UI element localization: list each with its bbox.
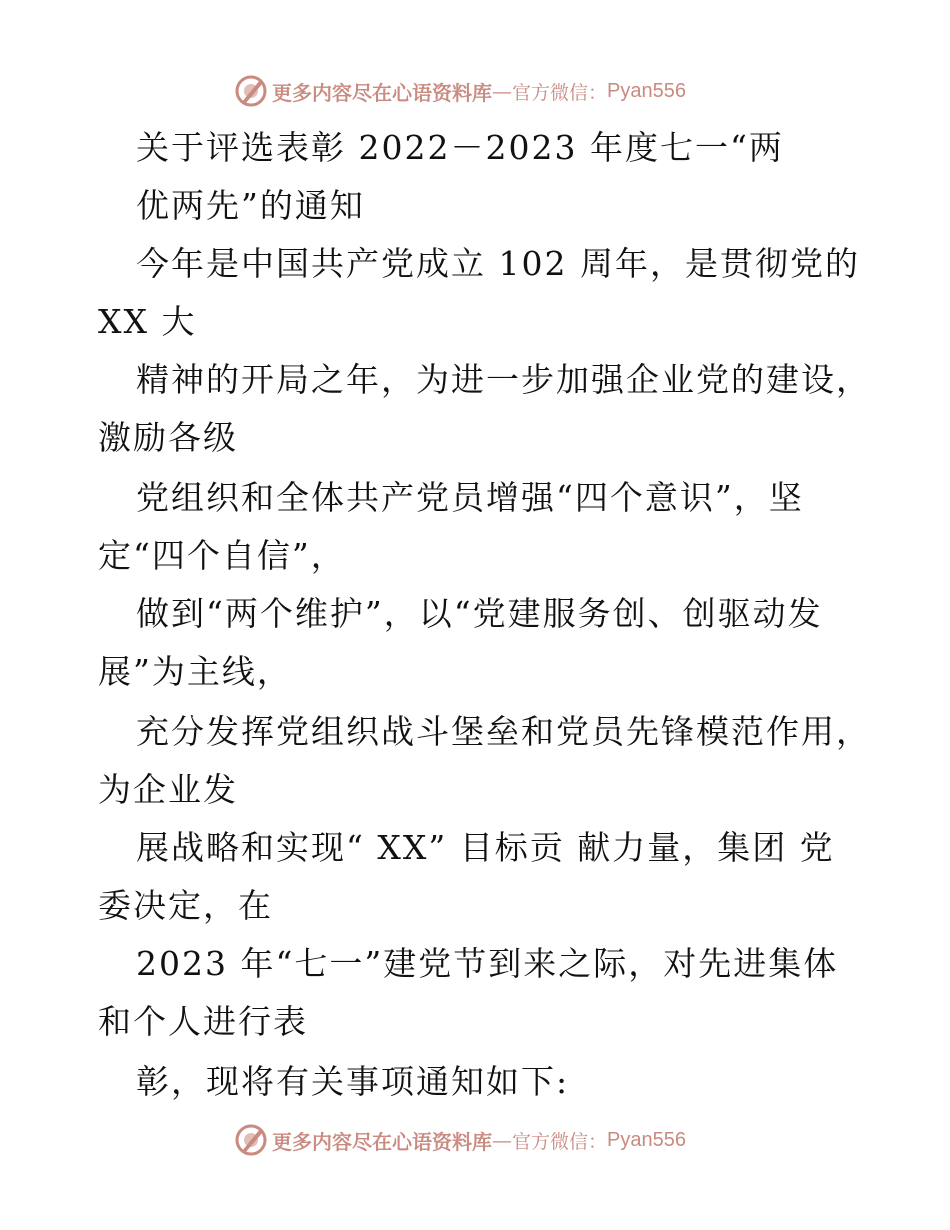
doc-line-4: XX 大 — [98, 302, 197, 341]
doc-line-5: 精神的开局之年，为进一步加强企业党的建设， — [136, 360, 871, 399]
doc-line-7: 党组织和全体共产党员增强“四个意识”，坚 — [136, 478, 804, 517]
watermark-sub-text: 官方微信： — [512, 1130, 608, 1153]
doc-line-9: 做到“两个维护”，以“党建服务创、创驱动发 — [136, 594, 823, 633]
doc-line-16: 和个人进行表 — [98, 1002, 308, 1041]
doc-line-8: 定“四个自信”， — [98, 536, 346, 575]
doc-line-10: 展”为主线， — [98, 652, 292, 691]
doc-line-2: 优两先”的通知 — [136, 186, 365, 225]
watermark-main-text: 更多内容尽在心语资料库 — [272, 1129, 492, 1154]
doc-line-3: 今年是中国共产党成立 102 周年，是贯彻党的 — [136, 244, 860, 283]
watermark-main-text: 更多内容尽在心语资料库 — [272, 80, 492, 105]
pen-logo-icon — [234, 1123, 268, 1157]
doc-line-12: 为企业发 — [98, 770, 238, 809]
watermark-sub-text: 官方微信： — [512, 81, 608, 104]
doc-line-11: 充分发挥党组织战斗堡垒和党员先锋模范作用， — [136, 712, 871, 751]
footer-watermark — [234, 1121, 686, 1159]
watermark-dash: — — [492, 79, 512, 103]
watermark-id-text: Pyan556 — [607, 1128, 686, 1151]
doc-line-6: 激励各级 — [98, 418, 238, 457]
doc-line-17: 彰，现将有关事项通知如下: — [136, 1062, 570, 1101]
doc-line-15: 2023 年“七一”建党节到来之际，对先进集体 — [136, 944, 839, 983]
watermark-dash: — — [492, 1128, 512, 1152]
doc-line-13: 展战略和实现“ XX” 目标贡 献力量，集团 党 — [136, 828, 835, 867]
doc-line-1: 关于评选表彰 2022－2023 年度七一“两 — [136, 128, 784, 167]
watermark-id-text: Pyan556 — [607, 79, 686, 102]
doc-line-14: 委决定，在 — [98, 886, 273, 925]
